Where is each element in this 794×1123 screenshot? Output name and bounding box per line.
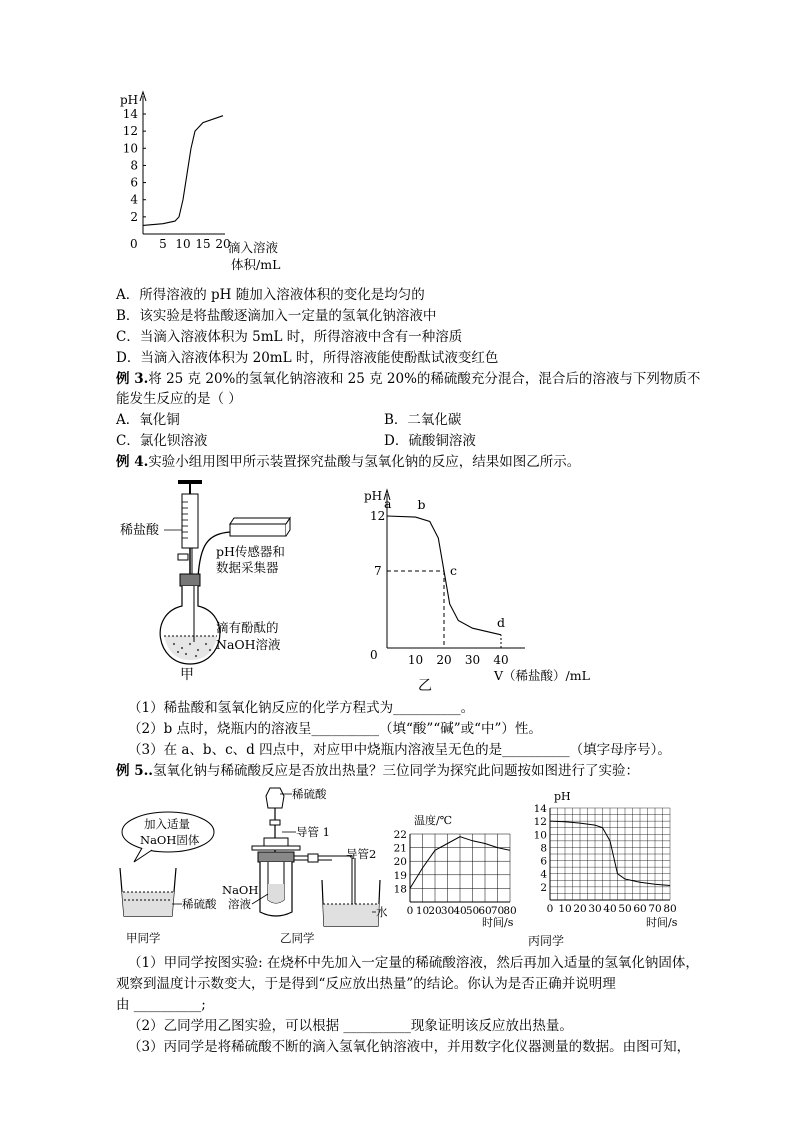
x-tick-label: 50: [465, 905, 480, 917]
point-label-b: b: [417, 497, 426, 513]
label-tube-2: 导管2: [346, 847, 377, 861]
example-5-label: 例 5..: [116, 763, 153, 779]
y-tick-label: 14: [533, 803, 547, 815]
x-axis-label-line2: 体积/mL: [231, 257, 281, 272]
ex5-paragraph-2: （2）乙同学用乙图实验，可以根据 __________现象证明该反应放出热量。: [128, 1018, 573, 1034]
x-tick-label: 15: [195, 237, 211, 251]
syringe-plunger-top: [178, 480, 202, 484]
x-axis-label: V（稀盐酸）/mL: [494, 668, 590, 683]
bubble-text-2: NaOH固体: [140, 833, 200, 847]
ph-time-chart: [528, 786, 688, 930]
x-tick-label: 20: [573, 903, 587, 915]
option-d: D．当滴入溶液体积为 20mL 时，所得溶液能使酚酞试液变红色: [116, 350, 499, 366]
x-tick-label: 20: [436, 653, 452, 667]
x-tick-label: 30: [588, 903, 602, 915]
x-tick-label: 20: [215, 237, 231, 251]
x-tick-label: 60: [478, 905, 492, 917]
rubber-stopper: [180, 574, 200, 586]
y-axis-label: 温度/℃: [414, 814, 453, 827]
ph-titration-chart-yi: [360, 484, 610, 694]
example-3-stem: 例 3.将 25 克 20%的氢氧化钠溶液和 25 克 20%的稀硫酸充分混合，混合后的溶液与下列物质不: [116, 371, 701, 387]
x-tick-label: 40: [603, 903, 617, 915]
bubble-text-1: 加入适量: [144, 817, 190, 831]
label-tube-1: 导管 1: [296, 825, 330, 839]
example-4-stem: 例 4.实验小组用图甲所示装置探究盐酸与氢氧化钠的反应，结果如图乙所示。: [116, 454, 581, 470]
y-tick-label: 10: [533, 829, 547, 842]
x-tick-label: 30: [440, 905, 455, 917]
x-tick-label: 10: [558, 903, 572, 915]
ex5-paragraph-3: （3）丙同学是将稀硫酸不断的滴入氢氧化钠溶液中，并用数字化仪器测量的数据。由图可知，: [128, 1039, 691, 1055]
caption-bing: 丙同学: [528, 934, 565, 948]
label-flask-2: NaOH溶液: [216, 637, 281, 652]
example-3-label: 例 3.: [116, 371, 149, 387]
x-tick-label: 0: [406, 905, 414, 917]
x-tick-label: 40: [453, 905, 467, 917]
separatory-funnel: [266, 788, 284, 808]
ex4-question-3: （3）在 a、b、c、d 四点中，对应甲中烧瓶内溶液呈无色的是__________（填字母序号）。: [128, 742, 671, 758]
x-axis-label: 时间/s: [646, 916, 678, 929]
y-tick-label: 19: [393, 869, 407, 882]
ex5-paragraph-1c: 由 __________;: [116, 997, 206, 1013]
x-axis-label-line1: 滴入溶液: [228, 240, 279, 255]
y-tick-label: 6: [130, 175, 138, 190]
x-tick-label: 60: [633, 903, 647, 915]
x-tick-label: 80: [663, 903, 677, 915]
x-tick-label: 10: [415, 905, 430, 917]
apparatus-student-jia: [112, 806, 234, 946]
stopper: [258, 852, 294, 862]
x-tick-label: 10: [407, 653, 424, 667]
y-axis-label: pH: [554, 790, 571, 803]
example-4-label: 例 4.: [116, 454, 149, 470]
origin-label: 0: [130, 237, 138, 251]
y-tick-7: 7: [374, 564, 382, 578]
caption-yi: 乙同学: [280, 931, 315, 945]
x-tick-label: 10: [175, 237, 191, 251]
origin-label: 0: [370, 648, 378, 662]
y-tick-label: 6: [540, 855, 547, 868]
x-axis-label: 时间/s: [482, 916, 514, 929]
apparatus-jia: [118, 474, 318, 684]
x-tick-label: 70: [490, 905, 505, 917]
apparatus-student-yi: [222, 780, 392, 946]
point-label-c: c: [450, 563, 458, 578]
figure-label-yi: 乙: [418, 678, 432, 694]
x-tick-label: 20: [428, 905, 442, 917]
temperature-chart: [392, 812, 528, 930]
x-tick-label: 5: [159, 237, 167, 251]
x-tick-label: 40: [493, 653, 509, 667]
y-tick-label: 8: [130, 158, 138, 173]
label-naoh-2: 溶液: [228, 897, 251, 911]
x-tick-label: 70: [648, 903, 662, 915]
y-axis-label: pH: [120, 93, 139, 107]
y-axis-label: pH: [364, 489, 383, 503]
label-water: 水: [376, 905, 388, 919]
y-tick-label: 12: [533, 816, 547, 829]
ex3-option-c: C．氯化钡溶液: [116, 433, 208, 449]
y-tick-label: 2: [540, 881, 547, 894]
example-3-stem-cont: 能发生反应的是（ ）: [116, 391, 242, 407]
y-tick-label: 2: [130, 209, 138, 224]
y-tick-12: 12: [370, 509, 386, 523]
ph-curve: [143, 116, 223, 226]
point-label-d: d: [497, 614, 506, 630]
ex5-paragraph-1b: 观察到温度计示数变大，于是得到“反应放出热量”的结论。你认为是否正确并说明理: [116, 976, 616, 992]
y-tick-label: 12: [122, 124, 138, 139]
label-ph-sensor-1: pH传感器和: [216, 544, 285, 559]
label-naoh-1: NaOH: [222, 883, 259, 897]
ex4-question-1: （1）稀盐酸和氢氧化钠反应的化学方程式为__________。: [128, 700, 475, 716]
ph-titration-chart-1: [110, 88, 310, 278]
option-b: B．该实验是将盐酸逐滴加入一定量的氢氧化钠溶液中: [116, 308, 437, 324]
label-ph-sensor-2: 数据采集器: [216, 560, 279, 575]
y-tick-label: 8: [540, 842, 547, 855]
ex4-question-2: （2）b 点时，烧瓶内的溶液呈__________（填“酸”“碱”或“中”）性。: [128, 721, 542, 737]
ph-sensor-box: [230, 524, 286, 536]
y-tick-label: 4: [540, 868, 547, 881]
y-tick-label: 21: [393, 842, 407, 855]
example-5-stem: 例 5..氢氧化钠与稀硫酸反应是否放出热量？三位同学为探究此问题按如图进行了实验：: [116, 763, 639, 779]
label-funnel-acid: 稀硫酸: [292, 787, 327, 801]
x-tick-label: 80: [503, 905, 517, 917]
ex3-option-d: D．硫酸铜溶液: [384, 433, 476, 449]
option-a: A．所得溶液的 pH 随加入溶液体积的变化是均匀的: [116, 287, 425, 303]
ex3-option-a: A．氧化铜: [116, 412, 180, 428]
y-tick-label: 18: [393, 883, 407, 896]
figure-label-jia: 甲: [180, 667, 194, 683]
y-tick-label: 4: [130, 192, 138, 207]
x-tick-label: 30: [464, 653, 481, 667]
y-tick-label: 10: [122, 141, 138, 156]
y-tick-label: 20: [393, 856, 407, 869]
caption-jia: 甲同学: [126, 931, 161, 945]
x-tick-label: 50: [618, 903, 632, 915]
label-dilute-hcl: 稀盐酸: [120, 523, 160, 538]
y-tick-label: 22: [393, 829, 407, 841]
label-beaker-acid: 稀硫酸: [182, 897, 217, 911]
label-flask-1: 滴有酚酞的: [216, 620, 279, 635]
ex5-paragraph-1a: （1）甲同学按图实验: 在烧杯中先加入一定量的稀硫酸溶液，然后再加入适量的氢氧化钠固体，: [128, 955, 699, 971]
ex3-option-b: B．二氧化碳: [384, 412, 462, 428]
y-tick-label: 14: [122, 107, 138, 121]
x-tick-label: 0: [546, 903, 554, 915]
option-c: C．当滴入溶液体积为 5mL 时，所得溶液中含有一种溶质: [116, 329, 463, 345]
point-label-a: a: [384, 496, 392, 511]
